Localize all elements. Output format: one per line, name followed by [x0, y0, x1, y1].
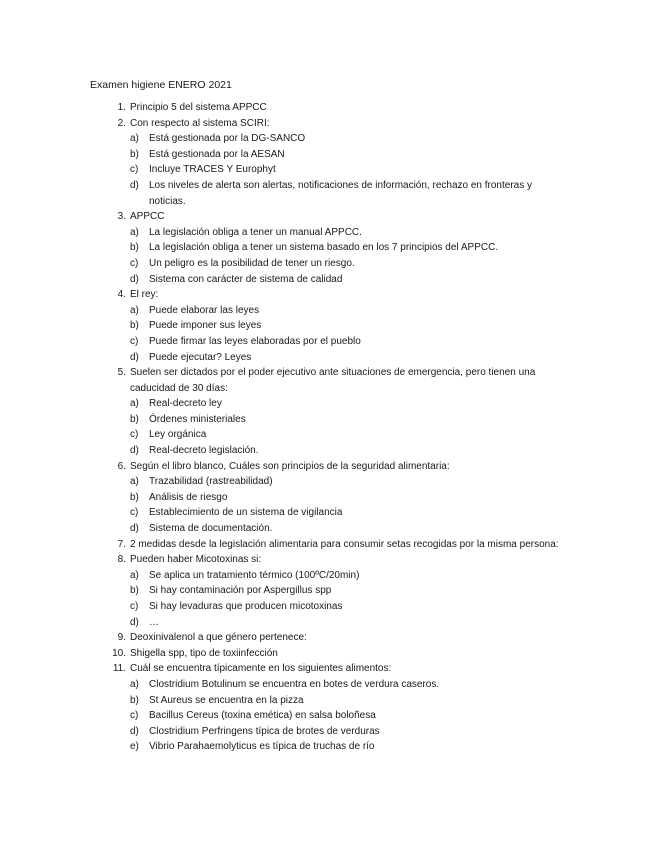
question-item [90, 116, 570, 210]
option-text: Sistema de documentación. [149, 523, 273, 535]
question-text: Pueden haber Micotoxinas si: [130, 554, 262, 566]
question-item [90, 537, 570, 553]
option-letter: a) [130, 678, 139, 690]
option-text: Los niveles de alerta son alertas, notificaciones de información, rechazo en fronteras y noticias. [149, 179, 532, 207]
option-item [130, 131, 570, 147]
option-text: Trazabilidad (rastreabilidad) [149, 476, 273, 488]
option-letter: b) [130, 413, 139, 425]
question-number: 1. [117, 102, 126, 113]
option-item [130, 427, 570, 443]
option-letter: b) [130, 585, 139, 597]
option-letter: a) [130, 304, 139, 316]
option-text: Puede ejecutar? Leyes [149, 351, 252, 363]
question-number: 9. [117, 632, 126, 644]
option-item [130, 521, 570, 537]
option-text: Ley orgánica [149, 429, 207, 441]
question-number: 5. [117, 367, 126, 379]
option-item [130, 583, 570, 599]
option-item [130, 708, 570, 724]
question-number: 4. [117, 289, 126, 301]
option-text: … [149, 616, 159, 628]
option-letter: b) [130, 148, 139, 160]
option-item [130, 599, 570, 615]
option-item [130, 178, 570, 209]
option-text: Un peligro es la posibilidad de tener un riesgo. [149, 257, 355, 269]
option-text: Sistema con carácter de sistema de calidad [149, 273, 343, 285]
option-letter: a) [130, 133, 139, 145]
option-letter: d) [130, 616, 139, 628]
question-item [90, 209, 570, 287]
option-letter: c) [130, 335, 139, 347]
option-letter: d) [130, 725, 139, 737]
option-item [130, 615, 570, 631]
option-item [130, 334, 570, 350]
question-list [90, 100, 570, 755]
option-item [130, 490, 570, 506]
option-item [130, 396, 570, 412]
question-number: 10. [112, 647, 126, 659]
question-text: Shigella spp, tipo de toxiinfección [130, 647, 278, 659]
option-item [130, 739, 570, 755]
question-text: El rey: [130, 289, 159, 301]
option-list [130, 396, 570, 458]
option-item [130, 225, 570, 241]
option-letter: c) [130, 507, 139, 519]
option-text: Establecimiento de un sistema de vigilancia [149, 507, 343, 519]
option-item [130, 240, 570, 256]
question-item [90, 287, 570, 365]
question-text: Con respecto al sistema SCIRI: [130, 117, 270, 129]
question-item [90, 552, 570, 630]
option-text: Si hay levaduras que producen micotoxinas [149, 601, 343, 612]
option-item [130, 272, 570, 288]
option-text: Análisis de riesgo [149, 491, 228, 503]
option-text: Puede imponer sus leyes [149, 320, 262, 332]
option-item [130, 303, 570, 319]
option-letter: d) [130, 179, 139, 191]
option-letter: d) [130, 351, 139, 363]
question-number: 2. [117, 117, 126, 129]
option-item [130, 677, 570, 693]
option-letter: a) [130, 398, 139, 410]
question-number: 11. [112, 663, 126, 675]
question-text: Deoxinivalenol a que género pertenece: [130, 632, 307, 644]
question-text: APPCC [130, 211, 165, 223]
option-item [130, 256, 570, 272]
option-item [130, 724, 570, 740]
option-letter: b) [130, 320, 139, 332]
option-text: Órdenes ministeriales [149, 413, 246, 425]
option-letter: d) [130, 523, 139, 535]
option-text: La legislación obliga a tener un sistema basado en los 7 principios del APPCC. [149, 242, 499, 254]
option-text: Puede elaborar las leyes [149, 304, 260, 316]
option-item [130, 162, 570, 178]
option-letter: c) [130, 164, 139, 176]
option-letter: b) [130, 694, 139, 706]
option-item [130, 693, 570, 709]
option-list [130, 677, 570, 755]
question-number: 7. [117, 538, 126, 550]
option-item [130, 474, 570, 490]
question-item [90, 661, 570, 755]
option-text: Está gestionada por la AESAN [149, 148, 285, 160]
option-item [130, 568, 570, 584]
option-letter: c) [130, 710, 139, 722]
option-letter: d) [130, 273, 139, 285]
option-text: Si hay contaminación por Aspergillus spp [149, 585, 332, 597]
question-number: 6. [117, 460, 126, 472]
question-number: 8. [117, 554, 126, 566]
option-item [130, 350, 570, 366]
question-text: Cuál se encuentra típicamente en los siguientes alimentos: [130, 663, 392, 675]
question-text: 2 medidas desde la legislación alimentaria para consumir setas recogidas por la misma persona: [130, 538, 559, 550]
option-list [130, 131, 570, 209]
option-text: Se aplica un tratamiento térmico (100ºC/20min) [149, 569, 360, 581]
question-text: Según el libro blanco, Cuáles son principios de la seguridad alimentaria: [130, 460, 450, 472]
option-letter: c) [130, 429, 139, 441]
option-letter: b) [130, 491, 139, 503]
option-item [130, 505, 570, 521]
option-text: Real-decreto legislación. [149, 445, 259, 457]
option-text: Clostridium Botulinum se encuentra en botes de verdura caseros. [149, 678, 440, 690]
option-list [130, 568, 570, 630]
option-letter: b) [130, 242, 139, 254]
question-item [90, 459, 570, 537]
option-item [130, 443, 570, 459]
option-letter: a) [130, 476, 139, 488]
option-text: Puede firmar las leyes elaboradas por el pueblo [149, 335, 361, 347]
option-text: Incluye TRACES Y Europhyt [149, 164, 276, 176]
option-item [130, 147, 570, 163]
question-number: 3. [117, 211, 126, 223]
option-text: La legislación obliga a tener un manual APPCC. [149, 226, 362, 238]
option-list [130, 474, 570, 536]
option-text: Está gestionada por la DG-SANCO [149, 133, 306, 145]
option-text: Bacillus Cereus (toxina emética) en salsa boloñesa [149, 710, 376, 722]
question-text: Suelen ser dictados por el poder ejecutivo ante situaciones de emergencia, pero tienen una caducidad de 30 días: [130, 367, 536, 394]
question-text: Principio 5 del sistema APPCC [130, 102, 267, 113]
option-text: Vibrio Parahaemolyticus es típica de truchas de río [149, 741, 375, 753]
question-item [90, 100, 570, 116]
option-letter: c) [130, 601, 139, 612]
question-item [90, 630, 570, 646]
option-item [130, 412, 570, 428]
document-title: Examen higiene ENERO 2021 [90, 79, 232, 91]
option-text: St Aureus se encuentra en la pizza [149, 694, 304, 706]
option-letter: d) [130, 445, 139, 457]
question-item [90, 365, 570, 459]
option-letter: c) [130, 257, 139, 269]
option-text: Clostridium Perfringens típica de brotes de verduras [149, 725, 380, 737]
option-letter: a) [130, 226, 139, 238]
question-item [90, 646, 570, 662]
option-list [130, 225, 570, 287]
option-list [130, 303, 570, 365]
option-text: Real-decreto ley [149, 398, 222, 410]
option-letter: e) [130, 741, 139, 753]
option-item [130, 318, 570, 334]
option-letter: a) [130, 569, 139, 581]
